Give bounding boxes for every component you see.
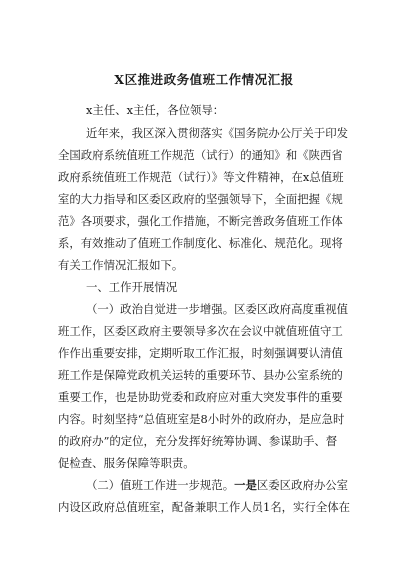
paragraph-line: 近年来，我区深入贯彻落实《国务院办公厅关于印发: [86, 126, 348, 140]
subsection-heading: （二）值班工作进一步规范。: [86, 478, 235, 492]
paragraph-line: 班工作是保障党政机关运转的重要环节、县办公室系统的: [58, 368, 343, 382]
salutation: x主任、x主任，各位领导：: [86, 103, 225, 117]
paragraph-line: 全国政府系统值班工作规范（试行）的通知》和《陕西省: [58, 148, 343, 162]
paragraph-line: 重要工作，也是协助党委和政府应对重大突发事件的重要: [58, 390, 343, 404]
paragraph-line: 促检查、服务保障等职责。: [58, 456, 195, 470]
subsection-tail: 区委区政府办公室: [256, 478, 349, 492]
paragraph-line: 室的大力指导和区委区政府的坚强领导下，全面把握《规: [58, 192, 343, 206]
section-heading: 一、工作开展情况: [86, 280, 178, 294]
emphasis-text: 一是: [234, 478, 257, 492]
paragraph-line: 的政府办”的定位，充分发挥好统筹协调、参谋助手、督: [58, 434, 338, 448]
subsection-line: [86, 478, 358, 492]
paragraph-line: 有关工作情况汇报如下。: [58, 258, 184, 272]
subsection-line: （一）政治自觉进一步增强。区委区政府高度重视值: [86, 302, 348, 316]
paragraph-line: 政府系统值班工作规范（试行）》等文件精神，在x总值班: [58, 170, 344, 184]
paragraph-line: 内设区政府总值班室，配备兼职工作人员1名，实行全体在: [58, 500, 351, 514]
paragraph-line: 作作出重要安排，定期听取工作汇报，时刻强调要认清值: [58, 346, 343, 360]
paragraph-line: 班工作，区委区政府主要领导多次在会议中就值班值守工: [58, 324, 343, 338]
paragraph-line: 内容。时刻坚持“总值班室是8小时外的政府办，是应急时: [58, 412, 345, 426]
paragraph-line: 系，有效推动了值班工作制度化、标准化、规范化。现将: [58, 236, 343, 250]
paragraph-line: 范》各项要求，强化工作措施，不断完善政务值班工作体: [58, 214, 343, 228]
document-title: X区推进政务值班工作情况汇报: [114, 72, 294, 87]
